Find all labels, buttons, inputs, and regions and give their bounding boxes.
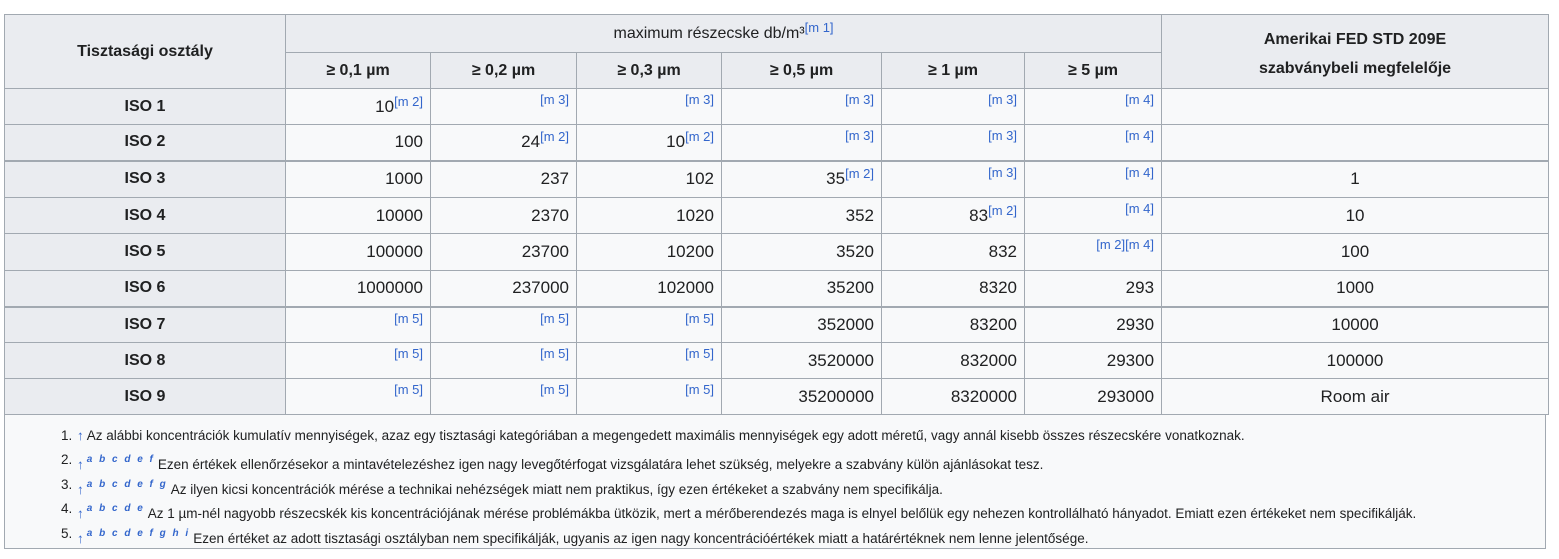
table-cell xyxy=(1025,379,1162,415)
header-max-particles xyxy=(286,15,1162,53)
header-size: ≥ 5 µm xyxy=(1025,53,1162,89)
table-cell xyxy=(1025,343,1162,379)
fed-equivalent-cell: 10000 xyxy=(1162,307,1549,343)
reference-link[interactable]: [m 5] xyxy=(394,382,423,397)
table-cell xyxy=(431,379,577,415)
table-cell xyxy=(882,343,1025,379)
table-cell xyxy=(722,198,882,234)
footnote-number: 2. xyxy=(61,452,73,468)
cell-value: 83 xyxy=(969,205,989,225)
backlink-arrow-icon[interactable]: ↑ xyxy=(77,457,84,473)
table-cell xyxy=(882,307,1025,343)
reference-link[interactable]: [m 5] xyxy=(394,310,423,326)
footnote-text: Ezen értéket az adott tisztasági osztályban nem specifikálják, ugyanis az igen nagy koncentrációértékek miatt a határértéknek nem lenne jelentősége. xyxy=(193,530,1089,546)
footnote-item xyxy=(61,473,1545,497)
cell-value: 102 xyxy=(685,169,714,189)
table-cell xyxy=(722,125,882,161)
reference-link[interactable]: [m 3] xyxy=(685,92,714,107)
reference-link[interactable]: [m 4] xyxy=(1125,164,1155,180)
table-cell xyxy=(722,343,882,379)
backlink-arrow-icon[interactable]: ↑ xyxy=(77,481,84,497)
reference-link[interactable]: [m 5] xyxy=(685,382,714,397)
footnote-number: 5. xyxy=(61,525,73,541)
table-cell xyxy=(431,161,577,198)
reference-link[interactable]: [m 2] xyxy=(394,93,423,109)
table-cell xyxy=(286,125,431,161)
table-cell xyxy=(286,271,431,307)
cell-value: 35200000 xyxy=(798,386,874,406)
table-cell xyxy=(286,379,431,415)
row-class-label: ISO 7 xyxy=(5,307,286,343)
footnote-list xyxy=(61,424,1545,546)
reference-link[interactable]: [m 1] xyxy=(804,19,834,35)
header-fed-std xyxy=(1162,15,1549,89)
table-row xyxy=(5,161,1549,198)
header-max-particles-label: maximum részecske db/m³ xyxy=(613,24,805,42)
table-cell xyxy=(577,161,722,198)
row-class-label: ISO 2 xyxy=(5,125,286,161)
cell-value: 10200 xyxy=(666,242,714,261)
footnote-item xyxy=(61,448,1545,472)
cell-value: 2930 xyxy=(1116,314,1155,334)
table-row xyxy=(5,307,1549,343)
table-row xyxy=(5,198,1549,234)
footnote-number: 1. xyxy=(61,428,73,443)
table-cell xyxy=(577,307,722,343)
fed-equivalent-cell: 1 xyxy=(1162,161,1549,198)
table-cell xyxy=(882,379,1025,415)
cell-value: 8320000 xyxy=(950,386,1017,406)
reference-link[interactable]: [m 5] xyxy=(540,346,569,361)
reference-link[interactable]: [m 3] xyxy=(845,128,874,143)
cell-value: 100000 xyxy=(366,242,423,261)
header-fed-std-line1: Amerikai FED STD 209E xyxy=(1263,30,1447,48)
fed-equivalent-cell: 10 xyxy=(1162,198,1549,234)
reference-link[interactable]: [m 2][m 4] xyxy=(1096,237,1155,252)
cell-value: 83200 xyxy=(969,314,1017,334)
table-cell xyxy=(722,379,882,415)
reference-link[interactable]: [m 3] xyxy=(845,92,874,107)
header-size: ≥ 0,2 µm xyxy=(431,53,577,89)
table-cell xyxy=(577,234,722,271)
cell-value: 832000 xyxy=(960,350,1017,370)
table-cell xyxy=(882,198,1025,234)
fed-equivalent-cell xyxy=(1162,125,1549,161)
table-cell xyxy=(722,89,882,125)
backlink-letters[interactable]: a b c d e f xyxy=(86,454,155,466)
table-cell xyxy=(1025,307,1162,343)
backlink-arrow-icon[interactable]: ↑ xyxy=(77,506,84,522)
cell-value: 10 xyxy=(375,96,395,116)
table-cell xyxy=(577,89,722,125)
table-cell xyxy=(286,343,431,379)
footnote-body xyxy=(77,424,1245,448)
cell-value: 10 xyxy=(666,132,686,152)
row-class-label: ISO 1 xyxy=(5,89,286,125)
fed-equivalent-cell: 100 xyxy=(1162,234,1549,271)
cell-value: 3520000 xyxy=(807,350,874,370)
table-cell xyxy=(722,307,882,343)
table-cell xyxy=(722,271,882,307)
backlink-arrow-icon[interactable]: ↑ xyxy=(77,530,84,546)
cell-value: 1000000 xyxy=(356,278,423,298)
cell-value: 352 xyxy=(845,205,874,225)
fed-equivalent-cell xyxy=(1162,89,1549,125)
reference-link[interactable]: [m 3] xyxy=(988,92,1017,107)
table-cell xyxy=(577,379,722,415)
cell-value: 8320 xyxy=(979,278,1017,298)
row-class-label: ISO 5 xyxy=(5,234,286,271)
fed-equivalent-cell: 1000 xyxy=(1162,271,1549,307)
table-cell xyxy=(431,125,577,161)
backlink-arrow-icon[interactable]: ↑ xyxy=(77,428,84,443)
fed-equivalent-cell: Room air xyxy=(1162,379,1549,415)
footnote-item xyxy=(61,424,1545,448)
table-row xyxy=(5,125,1549,161)
cell-value: 832 xyxy=(988,242,1017,261)
table-cell xyxy=(431,198,577,234)
table-row xyxy=(5,271,1549,307)
reference-link[interactable]: [m 4] xyxy=(1125,128,1155,143)
table-cell xyxy=(882,234,1025,271)
row-class-label: ISO 4 xyxy=(5,198,286,234)
header-size: ≥ 0,3 µm xyxy=(577,53,722,89)
footnote-text: Az alábbi koncentrációk kumulatív mennyiségek, azaz egy tisztasági kategóriában a megengedett maximális mennyiségek egy adott méretű, vagy annál kisebb összes részecskére vonatkoznak. xyxy=(86,428,1245,443)
table-cell xyxy=(431,271,577,307)
reference-link[interactable]: [m 4] xyxy=(1125,92,1155,107)
footnote-body xyxy=(77,522,1088,551)
row-class-label: ISO 6 xyxy=(5,271,286,307)
table-cell xyxy=(577,198,722,234)
cell-value: 35200 xyxy=(826,278,874,298)
cell-value: 293000 xyxy=(1097,386,1155,406)
footnote-item xyxy=(61,522,1545,546)
cell-value: 1000 xyxy=(385,169,423,189)
header-size: ≥ 0,1 µm xyxy=(286,53,431,89)
cell-value: 1020 xyxy=(676,205,714,225)
table-cell xyxy=(577,343,722,379)
header-size: ≥ 1 µm xyxy=(882,53,1025,89)
table-row xyxy=(5,234,1549,271)
table-cell xyxy=(431,307,577,343)
table-cell xyxy=(882,125,1025,161)
footnote-text: Az ilyen kicsi koncentrációk mérése a technikai nehézségek miatt nem praktikus, így ezen értékeket a szabvány nem specifikálja. xyxy=(170,481,943,497)
reference-link[interactable]: [m 2] xyxy=(988,202,1017,218)
reference-link[interactable]: [m 2] xyxy=(685,129,714,145)
reference-link[interactable]: [m 3] xyxy=(988,128,1017,143)
row-class-label: ISO 8 xyxy=(5,343,286,379)
table-cell xyxy=(431,234,577,271)
footnote-text: Ezen értékek ellenőrzésekor a mintavételezéshez igen nagy levegőtérfogat vizsgálatára lehet szükség, melyekre a szabvány külön ajánlásokat tesz. xyxy=(157,457,1044,473)
footnote-number: 4. xyxy=(61,501,73,517)
cell-value: 23700 xyxy=(521,242,569,261)
cell-value: 3520 xyxy=(836,242,874,261)
table-cell xyxy=(431,343,577,379)
table-cell xyxy=(1025,125,1162,161)
cell-value: 24 xyxy=(521,132,541,152)
row-class-label: ISO 3 xyxy=(5,161,286,198)
backlink-letters[interactable]: a b c d e f g h i xyxy=(86,527,191,539)
reference-link[interactable]: [m 5] xyxy=(540,310,569,326)
cleanroom-classification-table xyxy=(4,14,1549,415)
table-cell xyxy=(286,234,431,271)
backlink-letters[interactable]: a b c d e xyxy=(86,503,145,515)
table-cell xyxy=(722,161,882,198)
cell-value: 237 xyxy=(540,169,569,189)
reference-link[interactable]: [m 2] xyxy=(845,166,874,182)
cell-value: 100 xyxy=(394,132,423,152)
reference-link[interactable]: [m 3] xyxy=(540,92,569,107)
table-cell xyxy=(722,234,882,271)
backlink-letters[interactable]: a b c d e f g xyxy=(86,478,168,490)
cell-value: 293 xyxy=(1125,278,1155,298)
cleanroom-classification-table-wrapper xyxy=(4,14,1548,549)
footnotes xyxy=(4,415,1546,549)
reference-link[interactable]: [m 3] xyxy=(988,164,1017,180)
reference-link[interactable]: [m 5] xyxy=(685,310,714,326)
table-cell xyxy=(1025,271,1162,307)
cell-value: 352000 xyxy=(817,314,874,334)
cell-value: 35 xyxy=(826,169,846,189)
cell-value: 10000 xyxy=(375,205,423,225)
table-row xyxy=(5,379,1549,415)
table-cell xyxy=(577,271,722,307)
fed-equivalent-cell: 100000 xyxy=(1162,343,1549,379)
table-row xyxy=(5,343,1549,379)
table-cell xyxy=(882,89,1025,125)
header-size: ≥ 0,5 µm xyxy=(722,53,882,89)
table-cell xyxy=(431,89,577,125)
row-class-label: ISO 9 xyxy=(5,379,286,415)
header-fed-std-line2: szabványbeli megfelelője xyxy=(1258,59,1452,77)
table-cell xyxy=(286,161,431,198)
reference-link[interactable]: [m 5] xyxy=(540,382,569,397)
reference-link[interactable]: [m 2] xyxy=(540,129,569,145)
table-cell xyxy=(286,198,431,234)
reference-link[interactable]: [m 4] xyxy=(1125,201,1155,216)
table-cell xyxy=(286,89,431,125)
footnote-text: Az 1 µm-nél nagyobb részecskék kis koncentrációjának mérése problémákba ütközik, mert a mérőberendezés maga is elnyel belőlük egy nehezen kontrollálható hányadot. Emiatt ezen értékeket nem specifikálják. xyxy=(147,506,1417,522)
header-class: Tisztasági osztály xyxy=(5,15,286,89)
footnote-number: 3. xyxy=(61,476,73,492)
cell-value: 102000 xyxy=(657,278,714,298)
cell-value: 29300 xyxy=(1106,350,1155,370)
reference-link[interactable]: [m 5] xyxy=(394,346,423,361)
cell-value: 2370 xyxy=(531,205,569,225)
table-cell xyxy=(286,307,431,343)
table-cell xyxy=(1025,198,1162,234)
cell-value: 237000 xyxy=(512,278,569,298)
table-cell xyxy=(882,271,1025,307)
reference-link[interactable]: [m 5] xyxy=(685,346,714,361)
footnote-item xyxy=(61,497,1545,521)
table-row xyxy=(5,89,1549,125)
table-cell xyxy=(882,161,1025,198)
table-cell xyxy=(577,125,722,161)
table-cell xyxy=(1025,161,1162,198)
table-cell xyxy=(1025,89,1162,125)
table-cell xyxy=(1025,234,1162,271)
